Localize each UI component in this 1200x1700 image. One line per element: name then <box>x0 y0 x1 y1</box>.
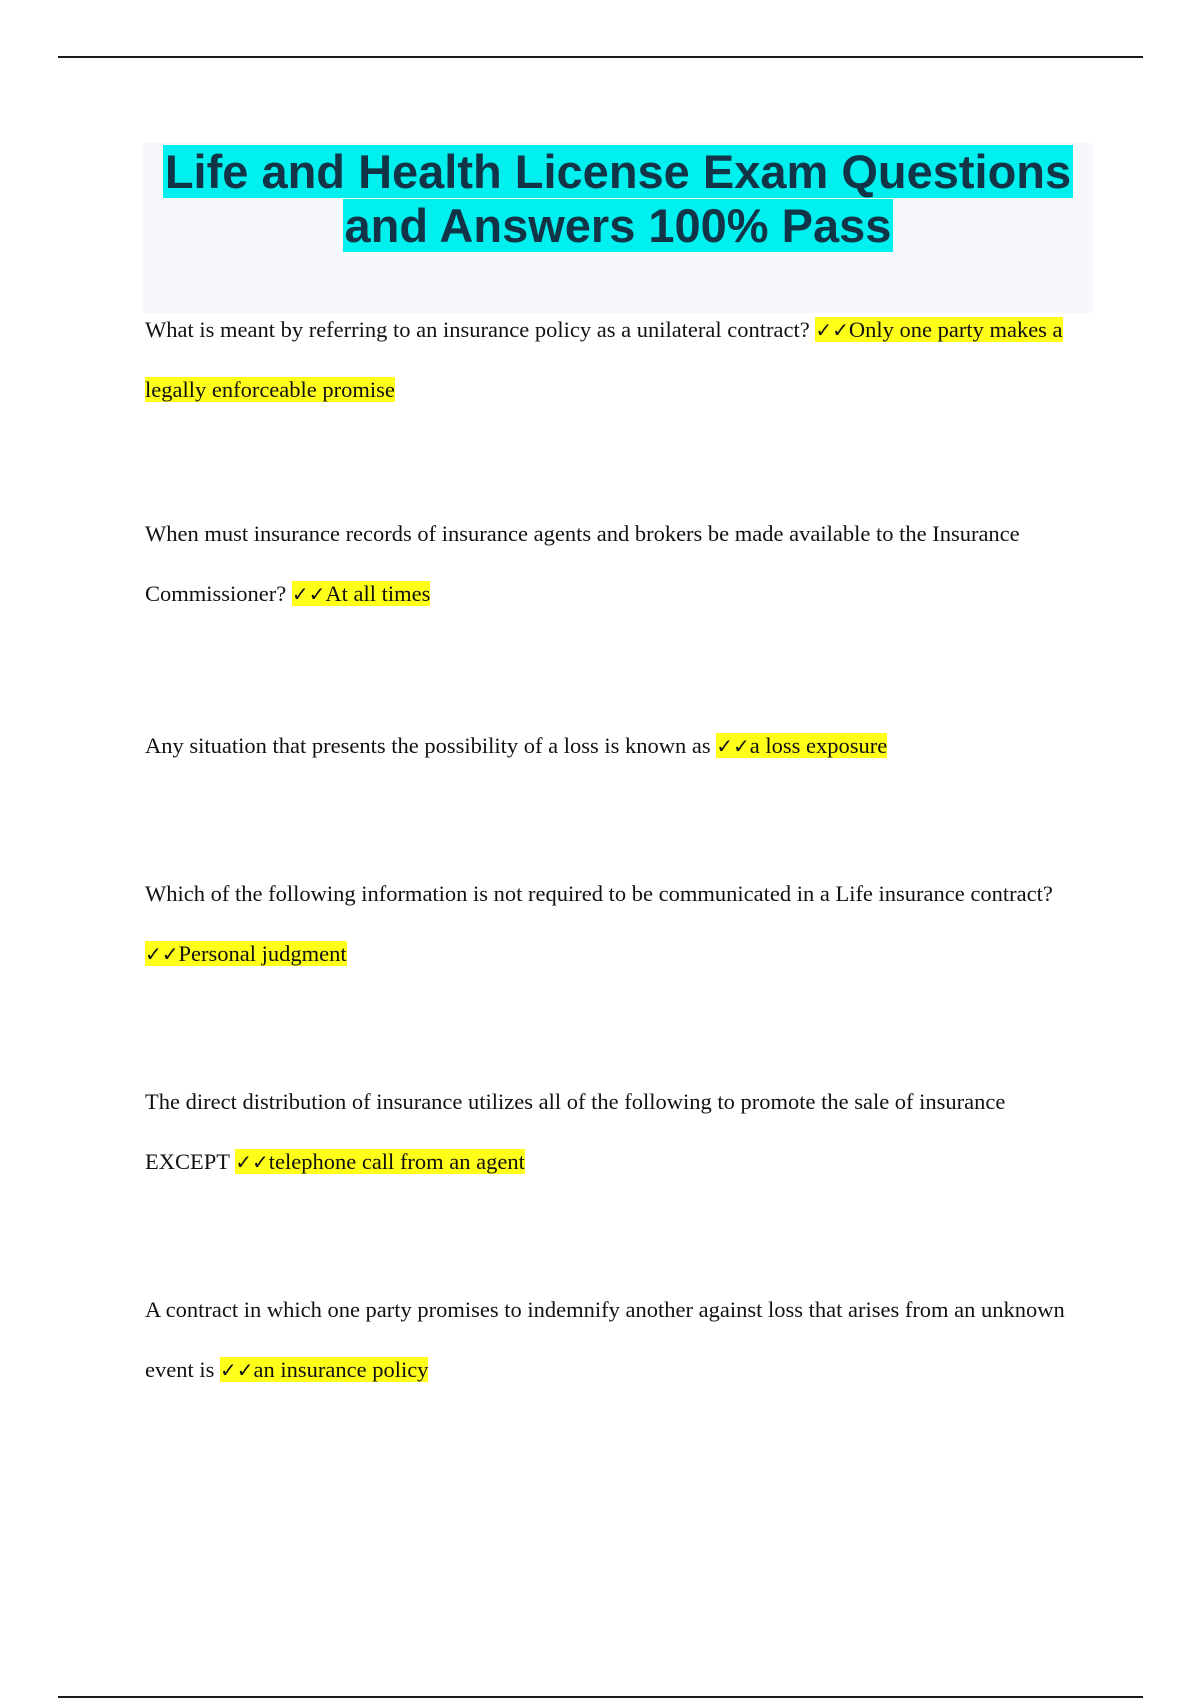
check-mark-icon: ✓✓ <box>145 942 179 966</box>
answer-text: At all times <box>325 581 431 606</box>
answer-highlight <box>235 1149 525 1174</box>
top-rule <box>58 56 1143 58</box>
qa-item-4 <box>145 864 1095 984</box>
answer-text: telephone call from an agent <box>268 1149 525 1174</box>
answer-text: Only one party makes a legally enforceable promise <box>145 317 1063 402</box>
question-text: What is meant by referring to an insurance policy as a unilateral contract? <box>145 317 810 342</box>
check-mark-icon: ✓✓ <box>219 1358 254 1382</box>
page-title <box>143 143 1093 253</box>
qa-item-1 <box>145 300 1095 420</box>
answer-highlight <box>220 1357 428 1382</box>
check-mark-icon: ✓✓ <box>235 1150 269 1174</box>
qa-item-5 <box>145 1072 1095 1192</box>
answer-highlight <box>145 941 347 966</box>
question-text: A contract in which one party promises to indemnify another against loss that arises from an unknown event is <box>145 1297 1065 1382</box>
qa-item-2 <box>145 504 1095 624</box>
question-text: When must insurance records of insurance agents and brokers be made available to the Insurance Commissioner? <box>145 521 1020 606</box>
qa-item-3 <box>145 716 1095 776</box>
answer-text: Personal judgment <box>178 941 347 966</box>
question-text: Any situation that presents the possibility of a loss is known as <box>145 733 711 758</box>
title-line-1: Life and Health License Exam Questions <box>164 145 1072 198</box>
check-mark-icon: ✓✓ <box>716 734 750 758</box>
question-text: The direct distribution of insurance utilizes all of the following to promote the sale of insurance EXCEPT <box>145 1089 1006 1174</box>
answer-text: an insurance policy <box>253 1357 429 1382</box>
title-line-2: and Answers 100% Pass <box>344 199 892 252</box>
check-mark-icon: ✓✓ <box>291 582 326 606</box>
answer-text: a loss exposure <box>749 733 888 758</box>
answer-highlight <box>292 581 431 606</box>
check-mark-icon: ✓✓ <box>815 318 849 342</box>
bottom-rule <box>58 1696 1143 1698</box>
question-text: Which of the following information is not required to be communicated in a Life insurance contract? <box>145 881 1053 906</box>
title-block <box>143 143 1093 313</box>
qa-item-6 <box>145 1280 1095 1400</box>
answer-highlight <box>716 733 887 758</box>
